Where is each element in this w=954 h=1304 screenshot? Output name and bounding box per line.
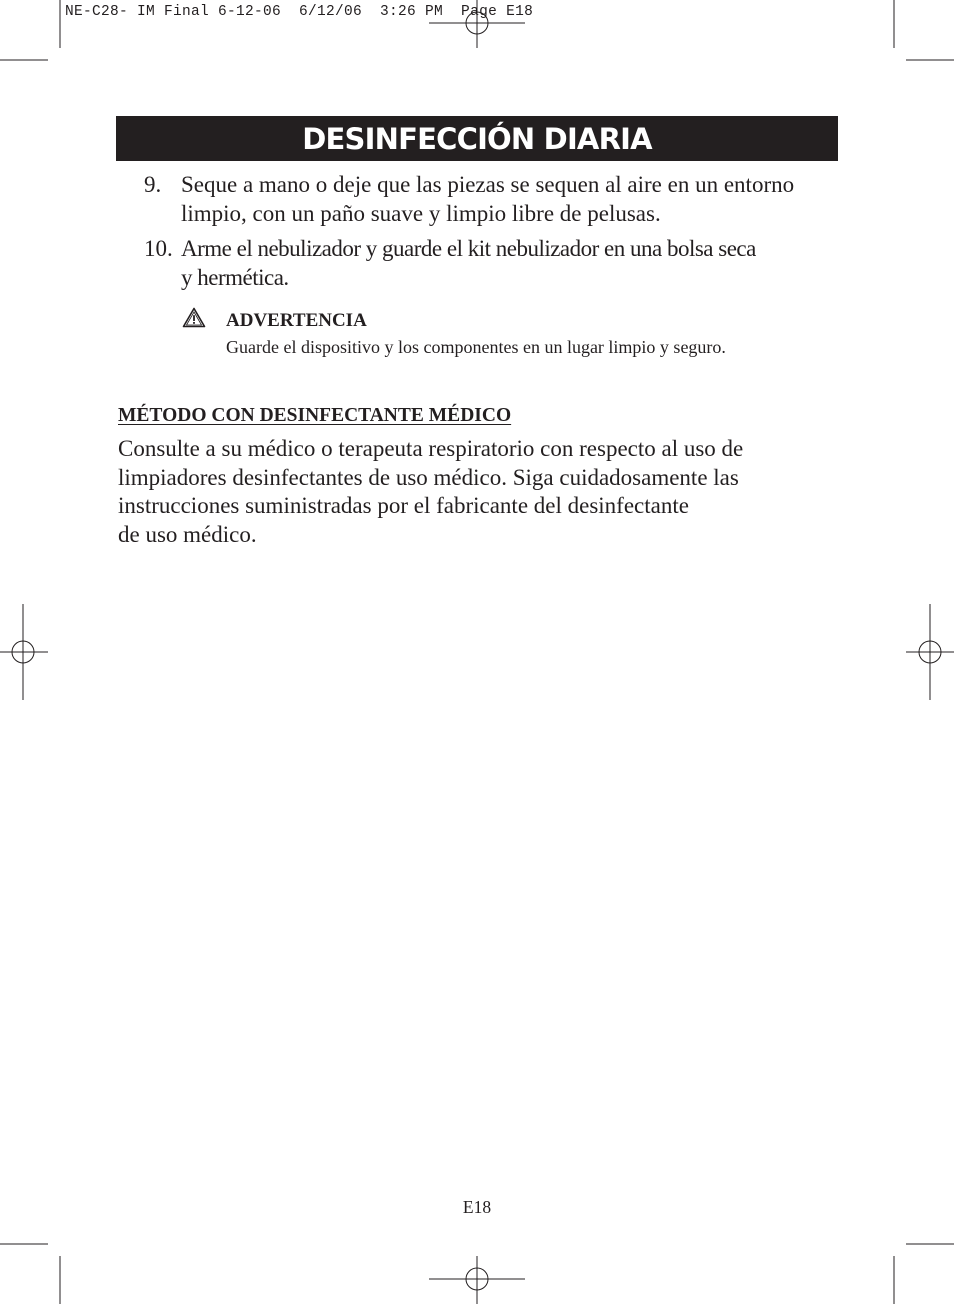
registration-mark-left xyxy=(0,604,48,700)
paragraph-line: Consulte a su médico o terapeuta respiratorio con respecto al uso de xyxy=(118,436,744,461)
step-text xyxy=(181,235,841,292)
section-banner xyxy=(116,116,838,161)
registration-mark-bottom xyxy=(429,1256,525,1304)
section-heading: MÉTODO CON DESINFECTANTE MÉDICO xyxy=(118,405,512,426)
step-text xyxy=(181,171,841,228)
warning-title: ADVERTENCIA xyxy=(226,310,367,331)
step-number: 9. xyxy=(144,172,162,197)
warning-body: Guarde el dispositivo y los componentes en un lugar limpio y seguro. xyxy=(226,337,726,357)
banner-title: DESINFECCIÓN DIARIA xyxy=(302,121,652,156)
step-line: y hermética. xyxy=(181,264,289,290)
print-slug-line: NE-C28- IM Final 6-12-06 6/12/06 3:26 PM Page E18 xyxy=(65,4,534,20)
registration-mark-right xyxy=(906,604,954,700)
paragraph-line: limpiadores desinfectantes de uso médico. Siga cuidadosamente las xyxy=(118,464,739,490)
paragraph-line: instrucciones suministradas por el fabricante del desinfectante xyxy=(118,493,689,519)
step-line: limpio, con un paño suave y limpio libre de pelusas. xyxy=(181,200,661,226)
step-line: Arme el nebulizador y guarde el kit nebulizador en una bolsa seca xyxy=(181,236,756,261)
section-paragraph xyxy=(118,435,743,550)
step-number: 10. xyxy=(144,236,173,261)
page-number: E18 xyxy=(462,1197,492,1217)
step-line: Seque a mano o deje que las piezas se sequen al aire en un entorno xyxy=(181,172,795,197)
paragraph-line: de uso médico. xyxy=(118,522,257,548)
warning-triangle-icon xyxy=(182,307,206,328)
